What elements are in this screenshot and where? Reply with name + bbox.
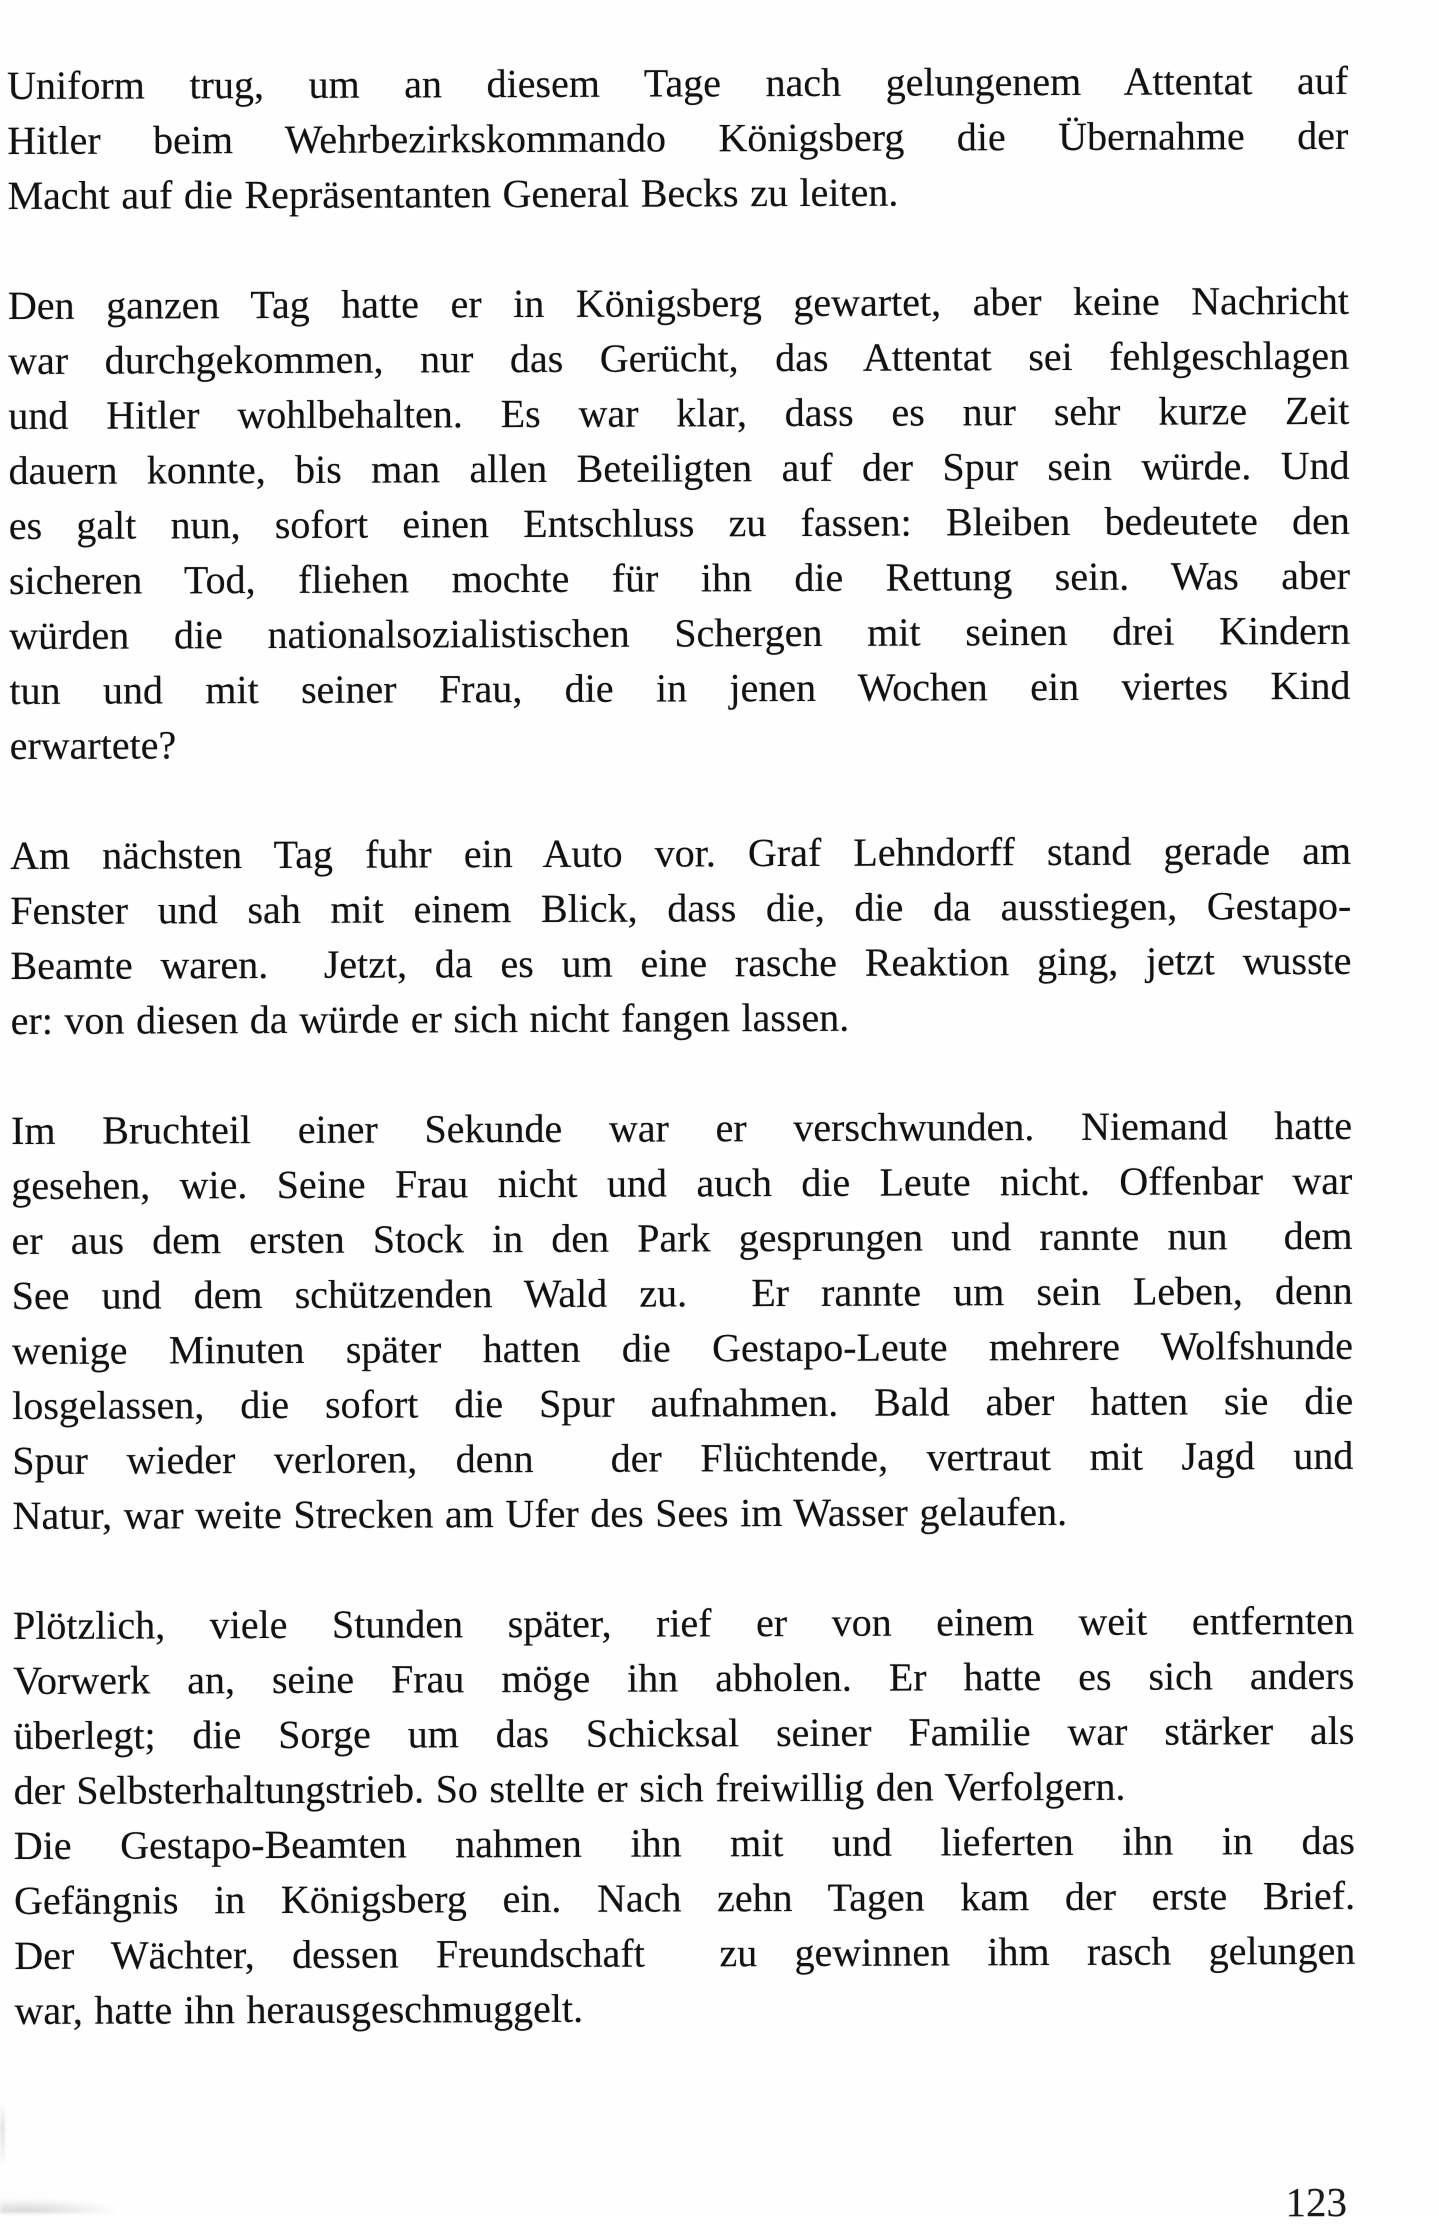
text-line: Plötzlich, viele Stunden später, rief er von einem weit entfernten [12,1597,1355,1648]
text-line: sicheren Tod, fliehen mochte für ihn die Rettung sein. Was aber [8,552,1351,603]
paragraph [13,1593,1355,1818]
text-line: Der Wächter, dessen Freundschaft zu gewinnen ihm rasch gelungen [14,1927,1356,1978]
text-line: Fenster und sah mit einem Blick, dass die, die da ausstiegen, Gestapo- [10,882,1352,933]
text-line: Vorwerk an, seine Frau möge ihn abholen. Er hatte es sich anders [13,1652,1355,1703]
text-line: wenige Minuten später hatten die Gestapo-Leute mehrere Wolfshunde [11,1322,1354,1373]
text-line: überlegt; die Sorge um das Schicksal seiner Familie war stärker als [13,1707,1355,1758]
text-line: erwartete? [9,722,177,768]
text-line: Macht auf die Repräsentanten General Becks zu leiten. [7,169,899,218]
text-line: gesehen, wie. Seine Frau nicht und auch die Leute nicht. Offenbar war [11,1157,1353,1208]
body-text [7,53,1356,2038]
text-line: tun und mit seiner Frau, die in jenen Wochen ein viertes Kind [9,662,1351,713]
paragraph [10,823,1352,1048]
text-line: Hitler beim Wehrbezirkskommando Königsberg die Übernahme der [7,112,1349,163]
paragraph [14,1813,1356,2038]
text-line: würden die nationalsozialistischen Schergen mit seinen drei Kindern [9,607,1351,658]
text-line: Uniform trug, um an diesem Tage nach gelungenem Attentat auf [7,57,1349,108]
paragraph [11,1098,1354,1543]
text-line: der Selbsterhaltungstrieb. So stellte er sich freiwillig den Verfolgern. [13,1763,1126,1813]
text-line: losgelassen, die sofort die Spur aufnahmen. Bald aber hatten sie die [12,1377,1354,1428]
text-line: und Hitler wohlbehalten. Es war klar, dass es nur sehr kurze Zeit [8,387,1350,438]
text-line: Die Gestapo-Beamten nahmen ihn mit und lieferten ihn in das [13,1817,1355,1868]
text-line: Den ganzen Tag hatte er in Königsberg gewartet, aber keine Nachricht [7,277,1350,328]
text-line: Beamte waren. Jetzt, da es um eine rasche Reaktion ging, jetzt wusste [10,937,1352,988]
text-line: er aus dem ersten Stock in den Park gesprungen und rannte nun dem [11,1212,1353,1263]
text-line: Am nächsten Tag fuhr ein Auto vor. Graf Lehndorff stand gerade am [9,827,1352,878]
scan-smudge-edge [0,2103,5,2165]
text-line: See und dem schützenden Wald zu. Er rannte um sein Leben, denn [11,1267,1353,1318]
text-line: dauern konnte, bis man allen Beteiligten auf der Spur sein würde. Und [8,442,1350,493]
text-line: Gefängnis in Königsberg ein. Nach zehn Tagen kam der erste Brief. [13,1872,1356,1923]
text-line: es galt nun, sofort einen Entschluss zu fassen: Bleiben bedeutete den [8,497,1350,548]
text-line: Spur wieder verloren, denn der Flüchtende, vertraut mit Jagd und [12,1432,1354,1483]
text-line: war, hatte ihn herausgeschmuggelt. [14,1985,584,2033]
scan-smudge-corner [0,2193,160,2213]
text-line: war durchgekommen, nur das Gerücht, das Attentat sei fehlgeschlagen [8,332,1350,383]
paragraph [7,53,1349,223]
text-line: Natur, war weite Strecken am Ufer des Sees im Wasser gelaufen. [12,1488,1068,1538]
text-line: Im Bruchteil einer Sekunde war er verschwunden. Niemand hatte [11,1102,1353,1153]
paragraph [8,273,1351,773]
text-line: er: von diesen da würde er sich nicht fangen lassen. [10,994,850,1043]
page-number: 123 [1285,2179,1347,2225]
